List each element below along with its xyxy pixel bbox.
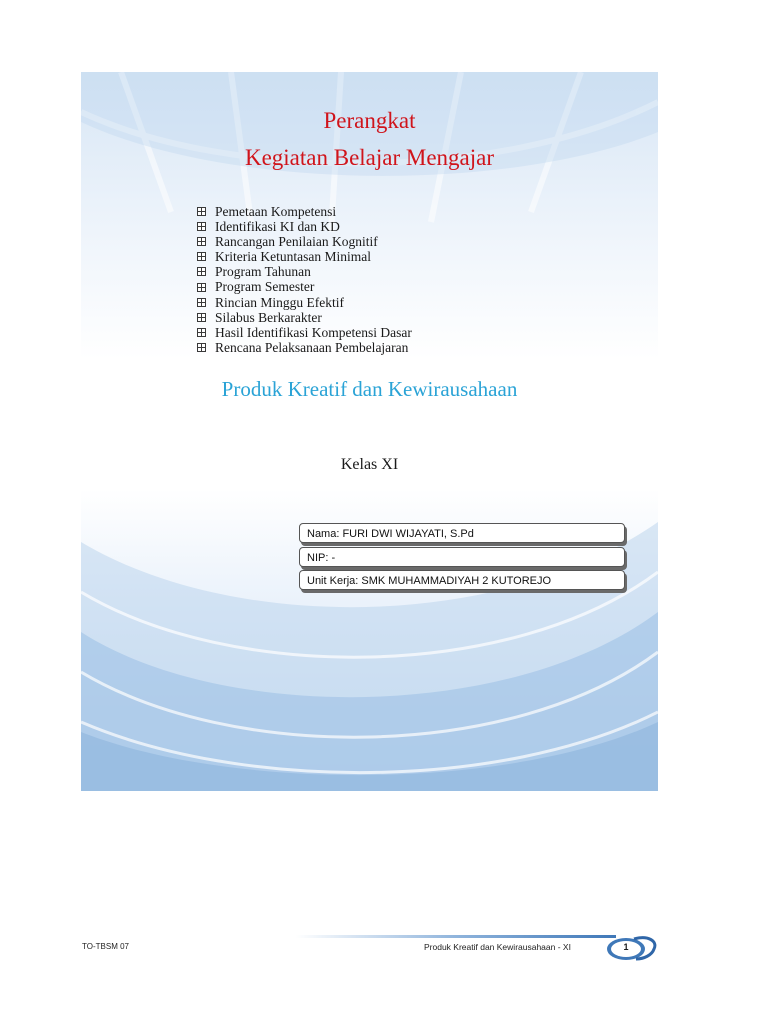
name-field: Nama: FURI DWI WIJAYATI, S.Pd — [299, 523, 625, 543]
list-item — [197, 249, 412, 264]
contents-list — [197, 204, 412, 355]
footer-divider — [296, 934, 616, 940]
cover-background-art — [81, 72, 658, 791]
list-item-label: Rancangan Penilaian Kognitif — [215, 234, 378, 250]
title-line-2: Kegiatan Belajar Mengajar — [244, 145, 495, 170]
title-line-1: Perangkat — [323, 108, 416, 133]
page-number: 1 — [623, 942, 629, 952]
grid-bullet-icon — [197, 252, 206, 261]
list-item — [197, 340, 412, 355]
nip-field: NIP: - — [299, 547, 625, 567]
list-item — [197, 234, 412, 249]
list-item-label: Program Tahunan — [215, 264, 311, 280]
grid-bullet-icon — [197, 283, 206, 292]
list-item — [197, 204, 412, 219]
grid-bullet-icon — [197, 343, 206, 352]
subject-title: Produk Kreatif dan Kewirausahaan — [221, 377, 518, 401]
cover-page — [81, 72, 658, 791]
grid-bullet-icon — [197, 328, 206, 337]
grid-bullet-icon — [197, 237, 206, 246]
list-item-label: Identifikasi KI dan KD — [215, 219, 340, 235]
list-item — [197, 325, 412, 340]
list-item-label: Rincian Minggu Efektif — [215, 294, 344, 310]
page-footer — [0, 925, 768, 965]
grid-bullet-icon — [197, 267, 206, 276]
grid-bullet-icon — [197, 222, 206, 231]
list-item — [197, 295, 412, 310]
list-item-label: Hasil Identifikasi Kompetensi Dasar — [215, 324, 412, 340]
grid-bullet-icon — [197, 207, 206, 216]
grid-bullet-icon — [197, 313, 206, 322]
footer-code: TO-TBSM 07 — [82, 942, 129, 951]
class-label: Kelas XI — [340, 456, 399, 473]
footer-title: Produk Kreatif dan Kewirausahaan - XI — [424, 942, 571, 952]
list-item-label: Silabus Berkarakter — [215, 309, 322, 325]
grid-bullet-icon — [197, 298, 206, 307]
list-item — [197, 279, 412, 294]
list-item-label: Pemetaan Kompetensi — [215, 204, 337, 219]
list-item-label: Program Semester — [215, 279, 315, 295]
list-item — [197, 219, 412, 234]
list-item-label: Rencana Pelaksanaan Pembelajaran — [215, 339, 409, 355]
list-item — [197, 264, 412, 279]
unit-kerja-field: Unit Kerja: SMK MUHAMMADIYAH 2 KUTOREJO — [299, 570, 625, 590]
list-item-label: Kriteria Ketuntasan Minimal — [215, 249, 371, 265]
list-item — [197, 310, 412, 325]
